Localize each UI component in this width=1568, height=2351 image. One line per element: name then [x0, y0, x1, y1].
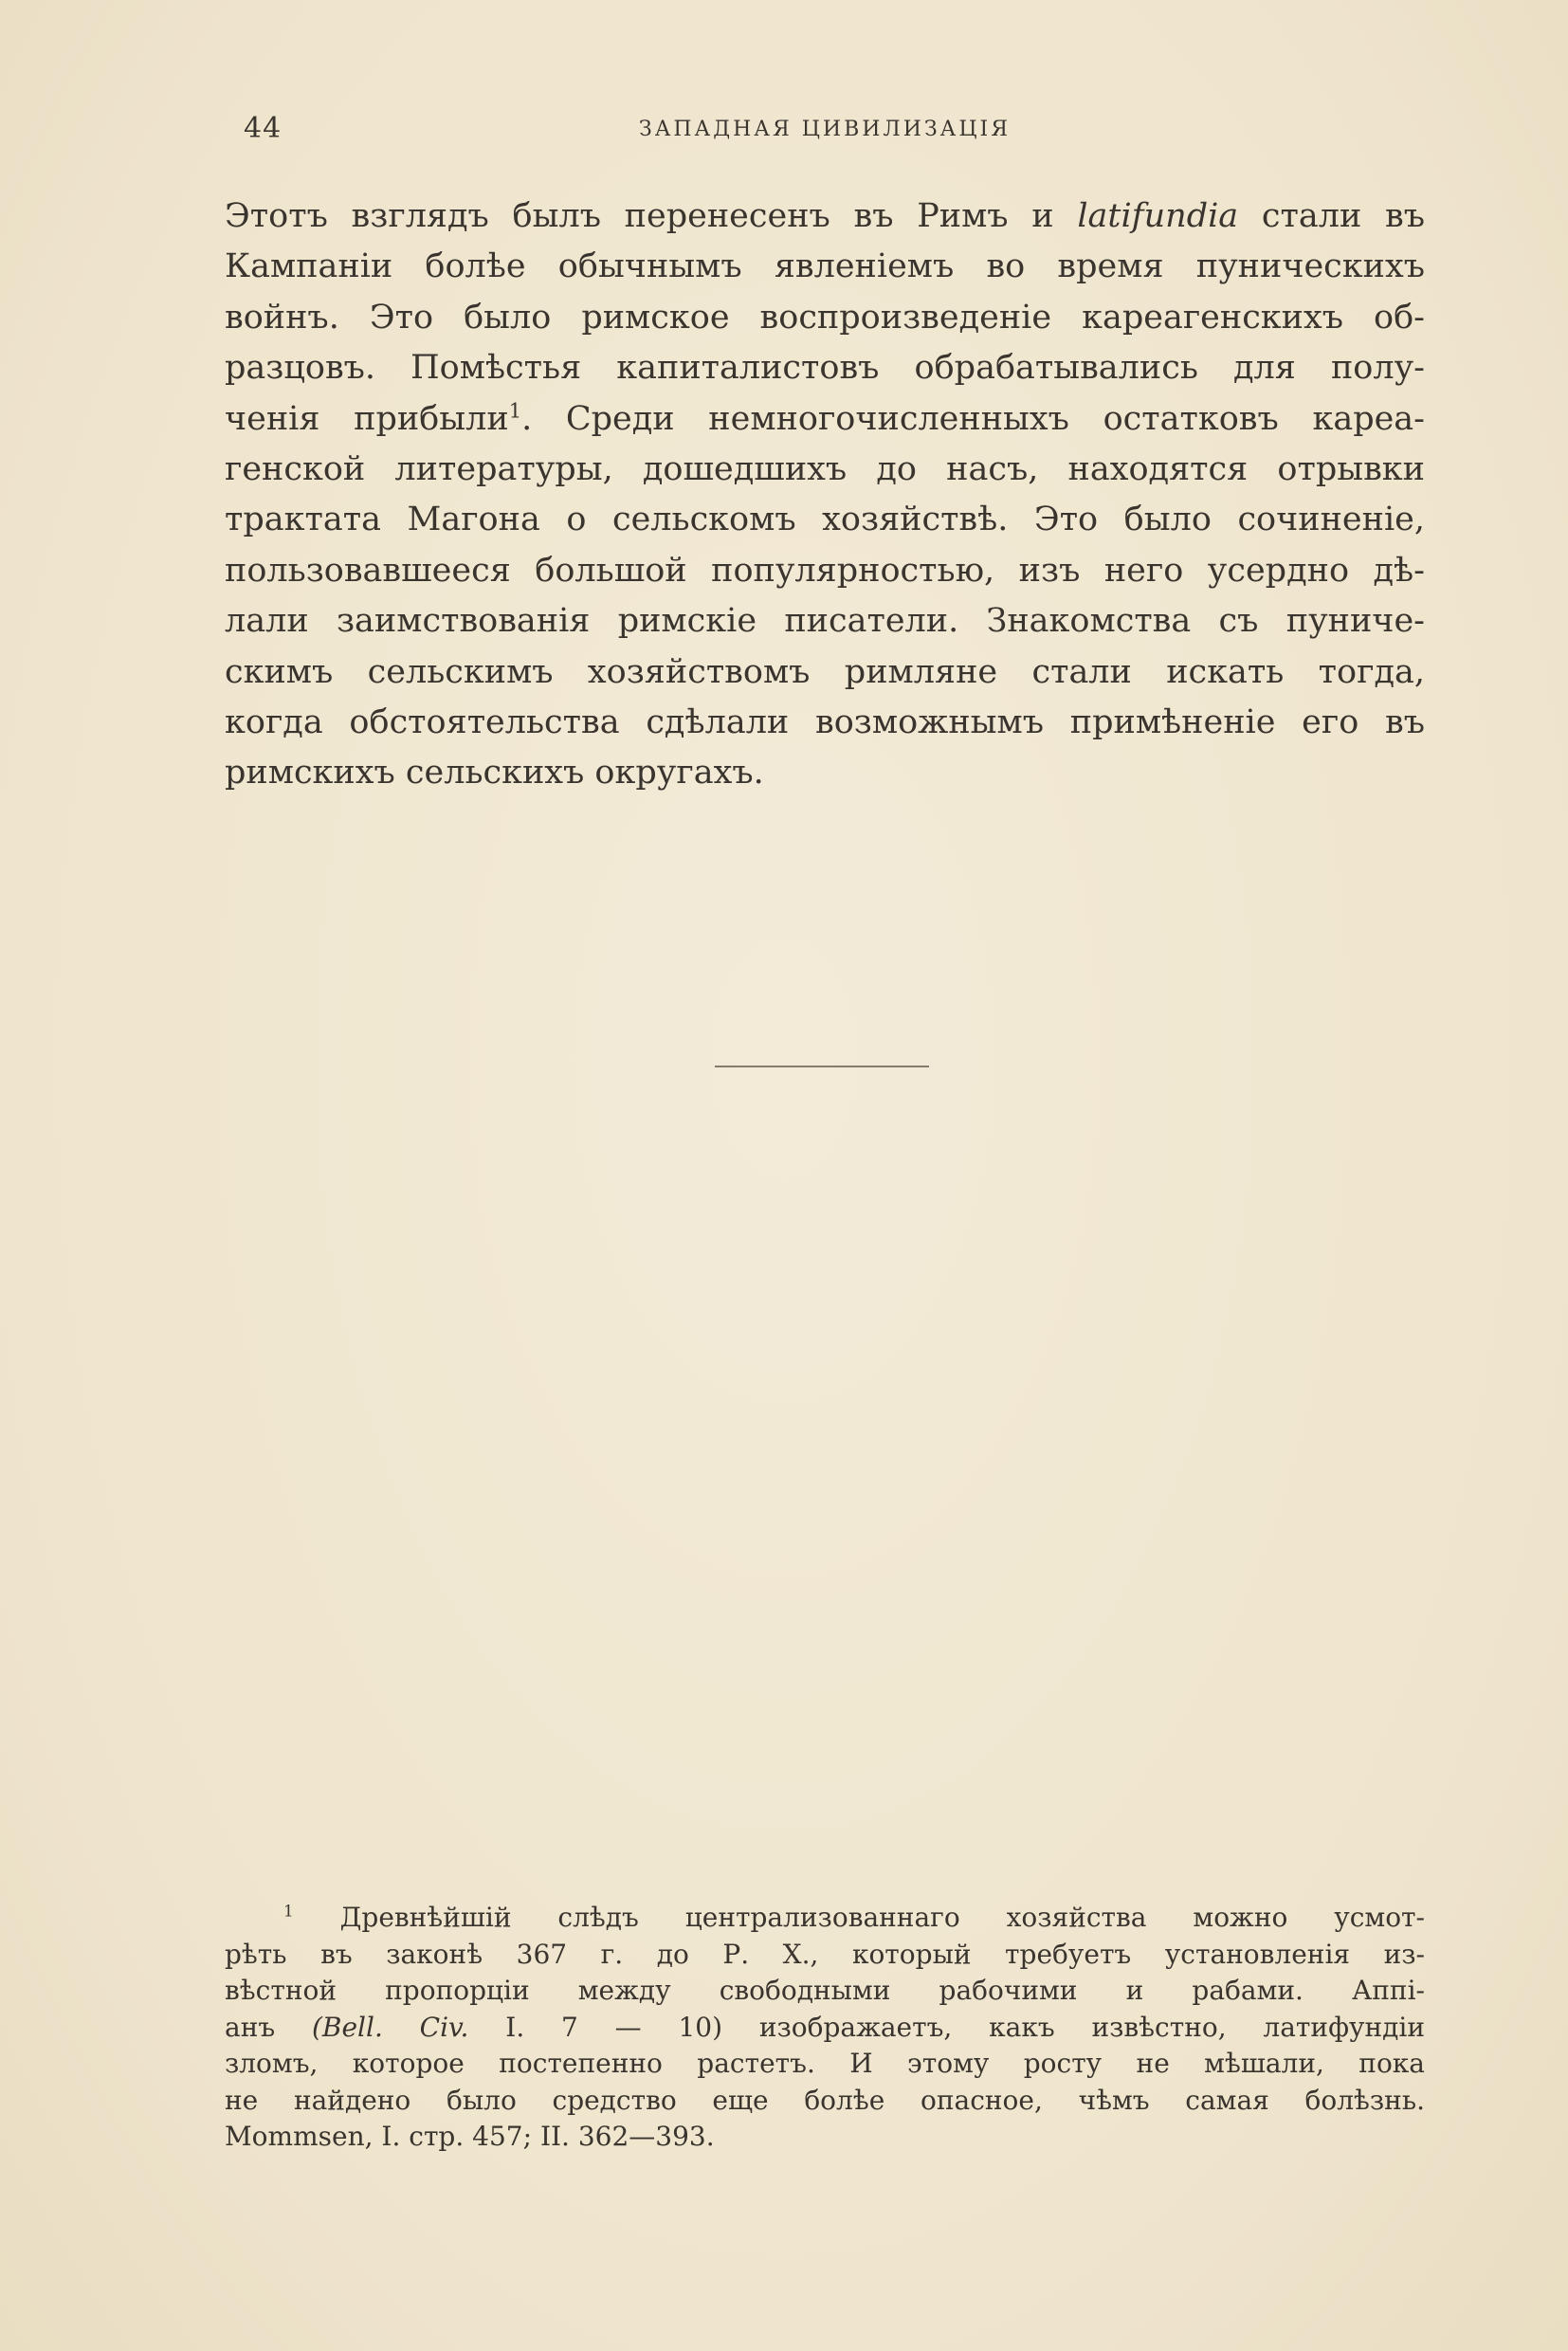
footnote-line: вѣстной пропорціи между свободными рабочими и рабами. Аппі-	[225, 1975, 1425, 2006]
text-line: римскихъ сельскихъ округахъ.	[225, 754, 764, 793]
text-line: лали заимствованія римскіе писатели. Знакомства съ пуниче-	[225, 602, 1425, 641]
text-line: трактата Магона о сельскомъ хозяйствѣ. Это было сочиненіе,	[225, 501, 1425, 539]
text-line: скимъ сельскимъ хозяйствомъ римляне стали искать тогда,	[225, 652, 1425, 691]
footnote-line: не найдено было средство еще болѣе опасное, чѣмъ самая болѣзнь.	[225, 2084, 1425, 2116]
text-span: анъ	[225, 2011, 276, 2043]
page-number: 44	[244, 112, 283, 145]
text-line: когда обстоятельства сдѣлали возможнымъ примѣненіе его въ	[225, 702, 1425, 741]
text-span: Древнѣйшій слѣдъ централизованнаго хозяйства можно усмот-	[339, 1902, 1426, 1933]
text-line: войнъ. Это было римское воспроизведеніе кареагенскихъ об-	[225, 298, 1425, 337]
section-divider	[715, 1066, 929, 1067]
footnote	[225, 1900, 1425, 2156]
text-line: Кампаніи болѣе обычнымъ явленіемъ во время пуническихъ	[225, 247, 1425, 286]
text-line	[225, 191, 1425, 242]
italic-citation: (Bell. Civ.	[311, 2011, 469, 2043]
main-paragraph	[225, 191, 1425, 799]
text-span: Этотъ взглядъ былъ перенесенъ въ Римъ и	[225, 197, 1054, 235]
text-line	[225, 394, 1425, 445]
text-line: разцовъ. Помѣстья капиталистовъ обрабатывались для полу-	[225, 349, 1425, 388]
footnote-line: рѣть въ законѣ 367 г. до Р. Х., который требуетъ установленія из-	[225, 1938, 1425, 1970]
text-span: стали въ	[1261, 197, 1425, 235]
text-span: I. 7 — 10) изображаетъ, какъ извѣстно, латифундіи	[505, 2011, 1425, 2043]
text-line: генской литературы, дошедшихъ до насъ, находятся отрывки	[225, 449, 1425, 488]
footnote-marker: 1	[283, 1901, 294, 1921]
text-span: . Среди немногочисленныхъ остатковъ кареа-	[521, 399, 1425, 438]
italic-term: latifundia	[1077, 197, 1239, 235]
text-span: ченія прибыли	[225, 399, 509, 438]
running-head	[225, 112, 1425, 150]
footnote-line	[225, 1900, 1425, 1937]
footnote-line	[225, 2010, 1425, 2047]
running-title: ЗАПАДНАЯ ЦИВИЛИЗАЦІЯ	[639, 118, 1011, 141]
footnote-reference: 1	[508, 398, 522, 422]
text-line: пользовавшееся большой популярностью, изъ него усердно дѣ-	[225, 551, 1425, 590]
footnote-line: Mommsen, I. стр. 457; II. 362—393.	[225, 2121, 715, 2152]
footnote-line: зломъ, которое постепенно растетъ. И этому росту не мѣшали, пока	[225, 2048, 1425, 2079]
